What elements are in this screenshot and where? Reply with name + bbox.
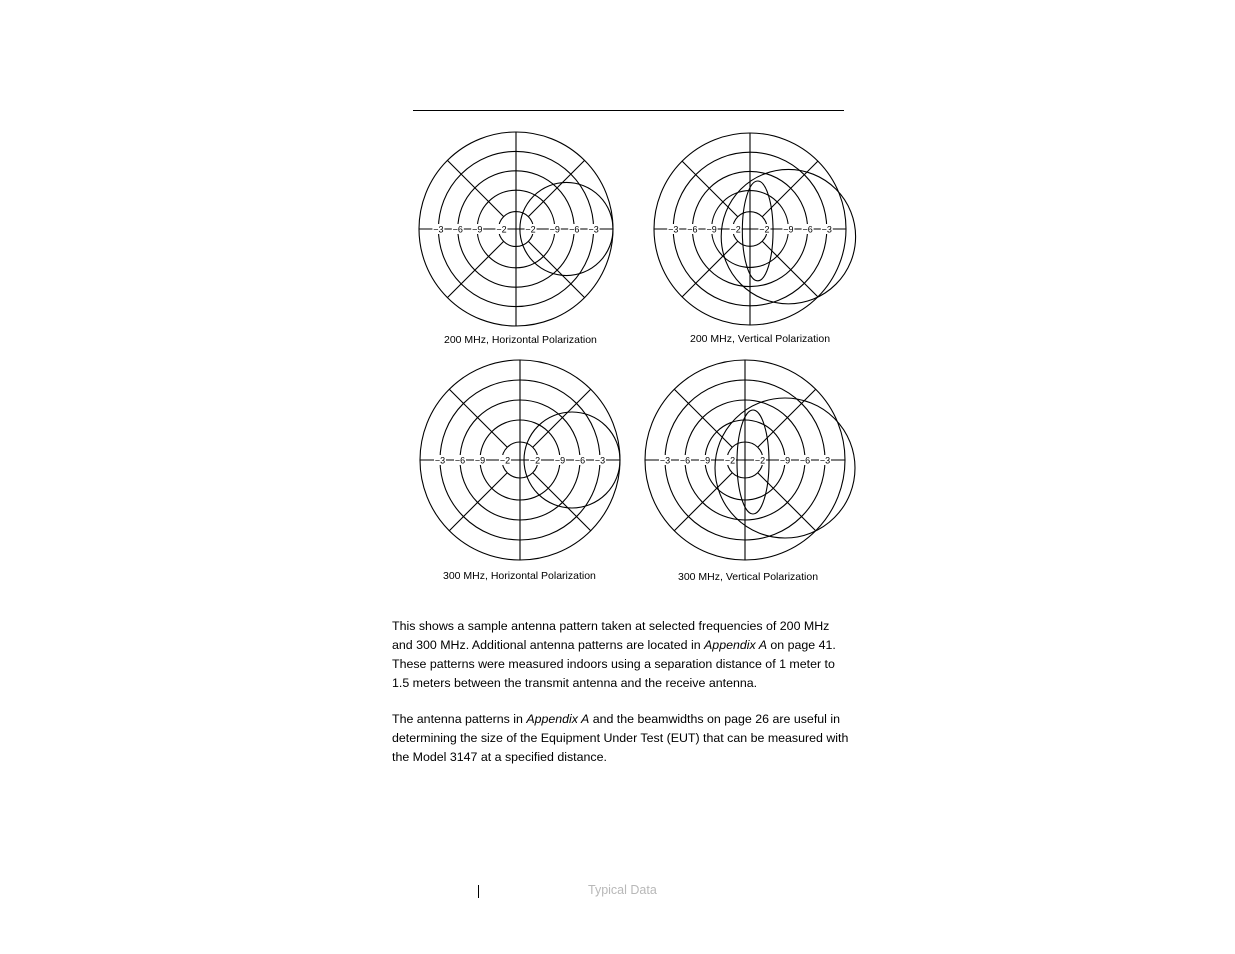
axis-tick-label: −3 xyxy=(659,455,671,466)
pattern-caption: 200 MHz, Horizontal Polarization xyxy=(444,334,597,346)
axis-tick-label: −6 xyxy=(454,455,466,466)
footer-section-title: Typical Data xyxy=(588,883,657,897)
axis-tick-label: −6 xyxy=(569,224,580,235)
axis-tick-label: −2 xyxy=(525,224,536,235)
axis-tick-label: −3 xyxy=(821,224,832,235)
axis-tick-label: −2 xyxy=(759,224,770,235)
axis-tick-label: −9 xyxy=(549,224,560,235)
axis-tick-label: −2 xyxy=(754,455,766,466)
pattern-caption: 200 MHz, Vertical Polarization xyxy=(690,333,831,345)
paragraph-text: and the beamwidths on page 26 are useful in determining the size of the Equipment Under Test (EUT) that can be measured with the Model 3147 at a specified distance. xyxy=(392,712,849,764)
axis-tick-label: −2 xyxy=(499,455,511,466)
paragraph-text: on page 41. These patterns were measured indoors using a separation distance of 1 meter to 1.5 meters between the transmit antenna and the receive antenna. xyxy=(392,638,836,690)
pattern-caption: 300 MHz, Vertical Polarization xyxy=(678,571,819,583)
paragraph-text: The antenna patterns in xyxy=(392,712,527,726)
axis-tick-label: −6 xyxy=(687,224,698,235)
axis-tick-label: −2 xyxy=(496,224,507,235)
axis-tick-label: −3 xyxy=(588,224,599,235)
axis-tick-label: −9 xyxy=(779,455,791,466)
appendix-reference: Appendix A xyxy=(526,712,590,726)
paragraph-eut-size xyxy=(392,710,852,767)
footer-divider xyxy=(478,885,479,898)
axis-tick-label: −9 xyxy=(783,224,794,235)
axis-tick-label: −3 xyxy=(594,455,606,466)
axis-tick-label: −6 xyxy=(574,455,586,466)
axis-tick-label: −3 xyxy=(668,224,679,235)
axis-tick-label: −2 xyxy=(724,455,736,466)
paragraph-antenna-patterns xyxy=(392,617,852,693)
axis-tick-label: −2 xyxy=(730,224,741,235)
paragraph-text: This shows a sample antenna pattern taken at selected frequencies of 200 MHz and 300 MHz. Additional antenna patterns are located in xyxy=(392,619,830,652)
pattern-caption: 300 MHz, Horizontal Polarization xyxy=(443,570,596,582)
axis-tick-label: −9 xyxy=(699,455,711,466)
axis-tick-label: −6 xyxy=(679,455,691,466)
axis-tick-label: −3 xyxy=(434,455,446,466)
axis-tick-label: −9 xyxy=(472,224,483,235)
axis-tick-label: −9 xyxy=(706,224,717,235)
axis-tick-label: −6 xyxy=(452,224,463,235)
axis-tick-label: −6 xyxy=(799,455,811,466)
axis-tick-label: −9 xyxy=(474,455,486,466)
diagonal-gridline xyxy=(758,473,816,531)
appendix-reference: Appendix A xyxy=(704,638,767,652)
axis-tick-label: −9 xyxy=(554,455,566,466)
axis-tick-label: −2 xyxy=(529,455,541,466)
axis-tick-label: −6 xyxy=(802,224,813,235)
diagonal-gridline xyxy=(674,389,732,447)
axis-tick-label: −3 xyxy=(819,455,831,466)
radiation-lobe xyxy=(715,398,855,538)
axis-tick-label: −3 xyxy=(433,224,444,235)
